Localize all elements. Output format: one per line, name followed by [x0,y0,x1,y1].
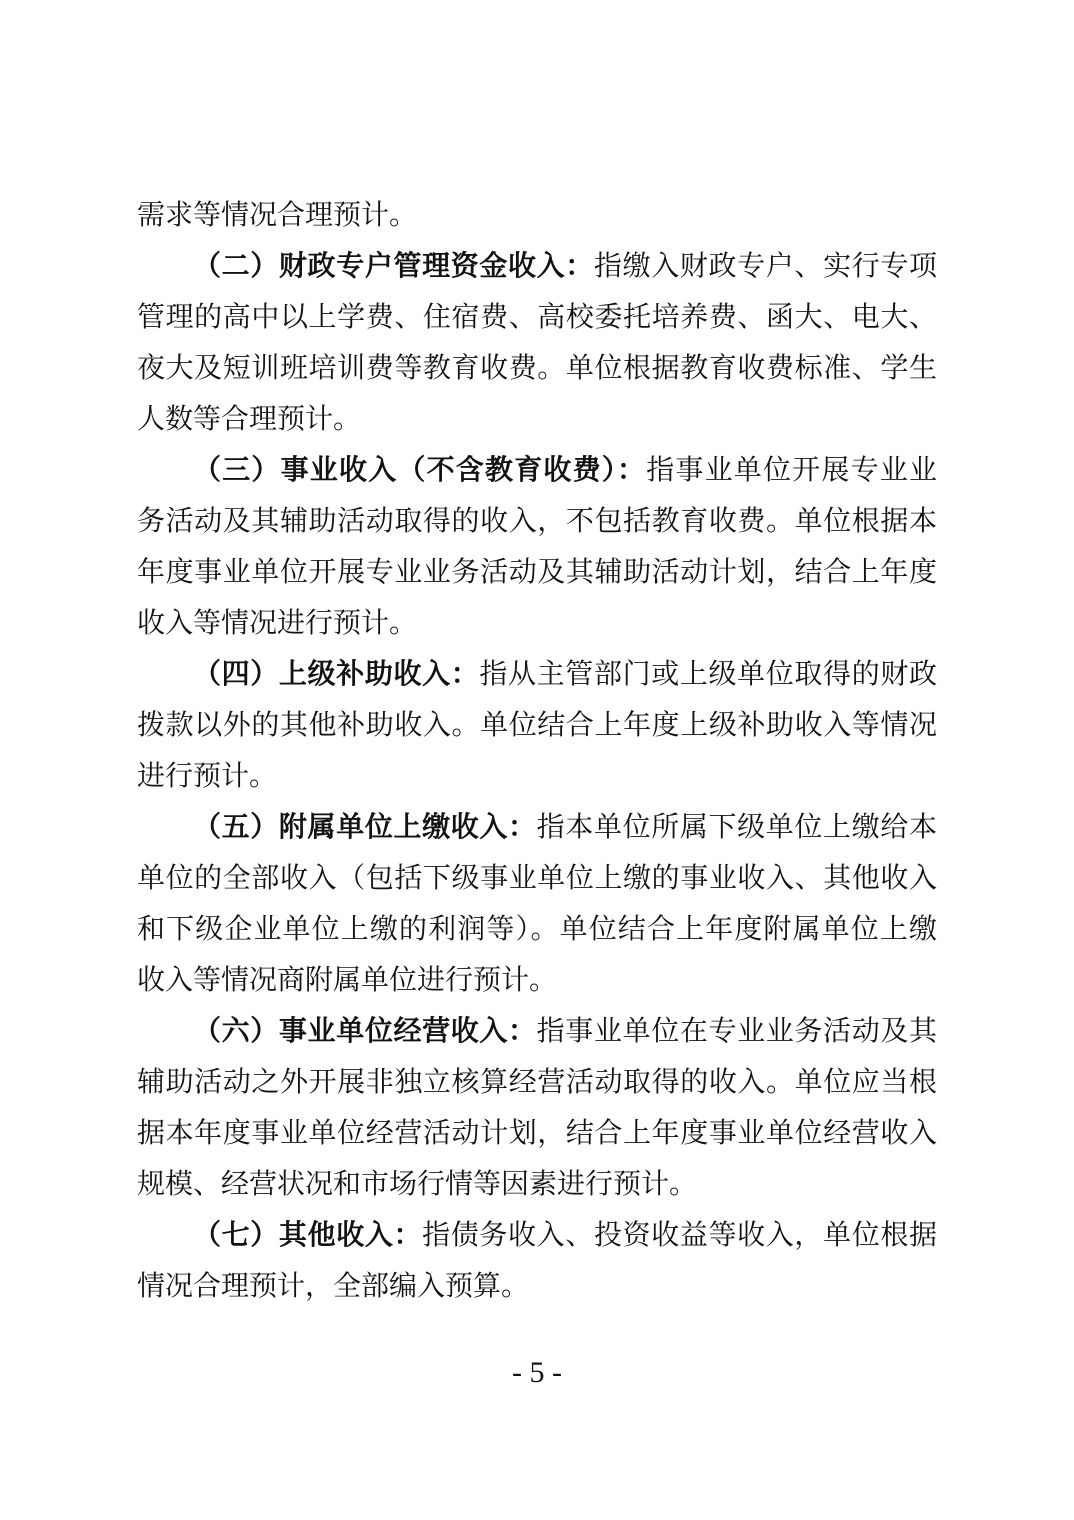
line-text: 规模、经营状况和市场行情等因素进行预计。 [137,1169,698,1200]
para-item-3 [137,445,937,649]
line-text: 务活动及其辅助活动取得的收入，不包括教育收费。单位根据本 [137,506,937,537]
line-text: 人数等合理预计。 [137,404,362,435]
line-text: 年度事业单位开展专业业务活动及其辅助活动计划，结合上年度 [137,557,937,588]
item-heading: （三）事业收入（不含教育收费）： [193,455,647,486]
line-text: 收入等情况进行预计。 [137,608,418,639]
line-text: 收入等情况商附属单位进行预计。 [137,965,558,996]
text-line [137,190,937,241]
item-heading: （七）其他收入： [193,1220,423,1251]
line-text: 指从主管部门或上级单位取得的财政 [479,659,937,690]
para-item-5 [137,802,937,1006]
item-heading: （六）事业单位经营收入： [193,1016,537,1047]
line-text: 和下级企业单位上缴的利润等）。单位结合上年度附属单位上缴 [137,914,937,945]
line-text: 指债务收入、投资收益等收入，单位根据 [422,1220,937,1251]
text-line [137,700,937,751]
text-line [137,1159,937,1210]
page-footer [0,1352,1074,1394]
line-text: 拨款以外的其他补助收入。单位结合上年度上级补助收入等情况 [137,710,937,741]
line-text: 指缴入财政专户、实行专项 [593,251,937,282]
text-line [137,802,937,853]
line-text: 指事业单位在专业业务活动及其 [536,1016,937,1047]
text-line [137,751,937,802]
text-line [137,853,937,904]
text-line [137,1057,937,1108]
text-line [137,1261,937,1312]
text-line [137,955,937,1006]
line-text: 进行预计。 [137,761,278,792]
line-text: 辅助活动之外开展非独立核算经营活动取得的收入。单位应当根 [137,1067,937,1098]
text-line [137,292,937,343]
text-line [137,904,937,955]
line-text: 据本年度事业单位经营活动计划，结合上年度事业单位经营收入 [137,1118,937,1149]
line-text: 单位的全部收入（包括下级事业单位上缴的事业收入、其他收入 [137,863,937,894]
line-text: 指事业单位开展专业业 [646,455,937,486]
para-item-4 [137,649,937,802]
text-line [137,394,937,445]
item-heading: （二）财政专户管理资金收入： [193,251,594,282]
page-number: - 5 - [512,1356,562,1389]
document-body [137,190,937,1312]
text-line [137,649,937,700]
text-line [137,496,937,547]
item-heading: （四）上级补助收入： [193,659,480,690]
para-continuation [137,190,937,241]
para-item-2 [137,241,937,445]
para-item-7 [137,1210,937,1312]
text-line [137,445,937,496]
text-line [137,1210,937,1261]
text-line [137,241,937,292]
item-heading: （五）附属单位上缴收入： [193,812,537,843]
line-text: 需求等情况合理预计。 [137,200,418,231]
text-line [137,547,937,598]
text-line [137,1108,937,1159]
line-text: 指本单位所属下级单位上缴给本 [536,812,937,843]
para-item-6 [137,1006,937,1210]
text-line [137,1006,937,1057]
line-text: 管理的高中以上学费、住宿费、高校委托培养费、函大、电大、 [137,302,937,333]
line-text: 夜大及短训班培训费等教育收费。单位根据教育收费标准、学生 [137,353,937,384]
line-text: 情况合理预计，全部编入预算。 [137,1271,530,1302]
text-line [137,343,937,394]
text-line [137,598,937,649]
